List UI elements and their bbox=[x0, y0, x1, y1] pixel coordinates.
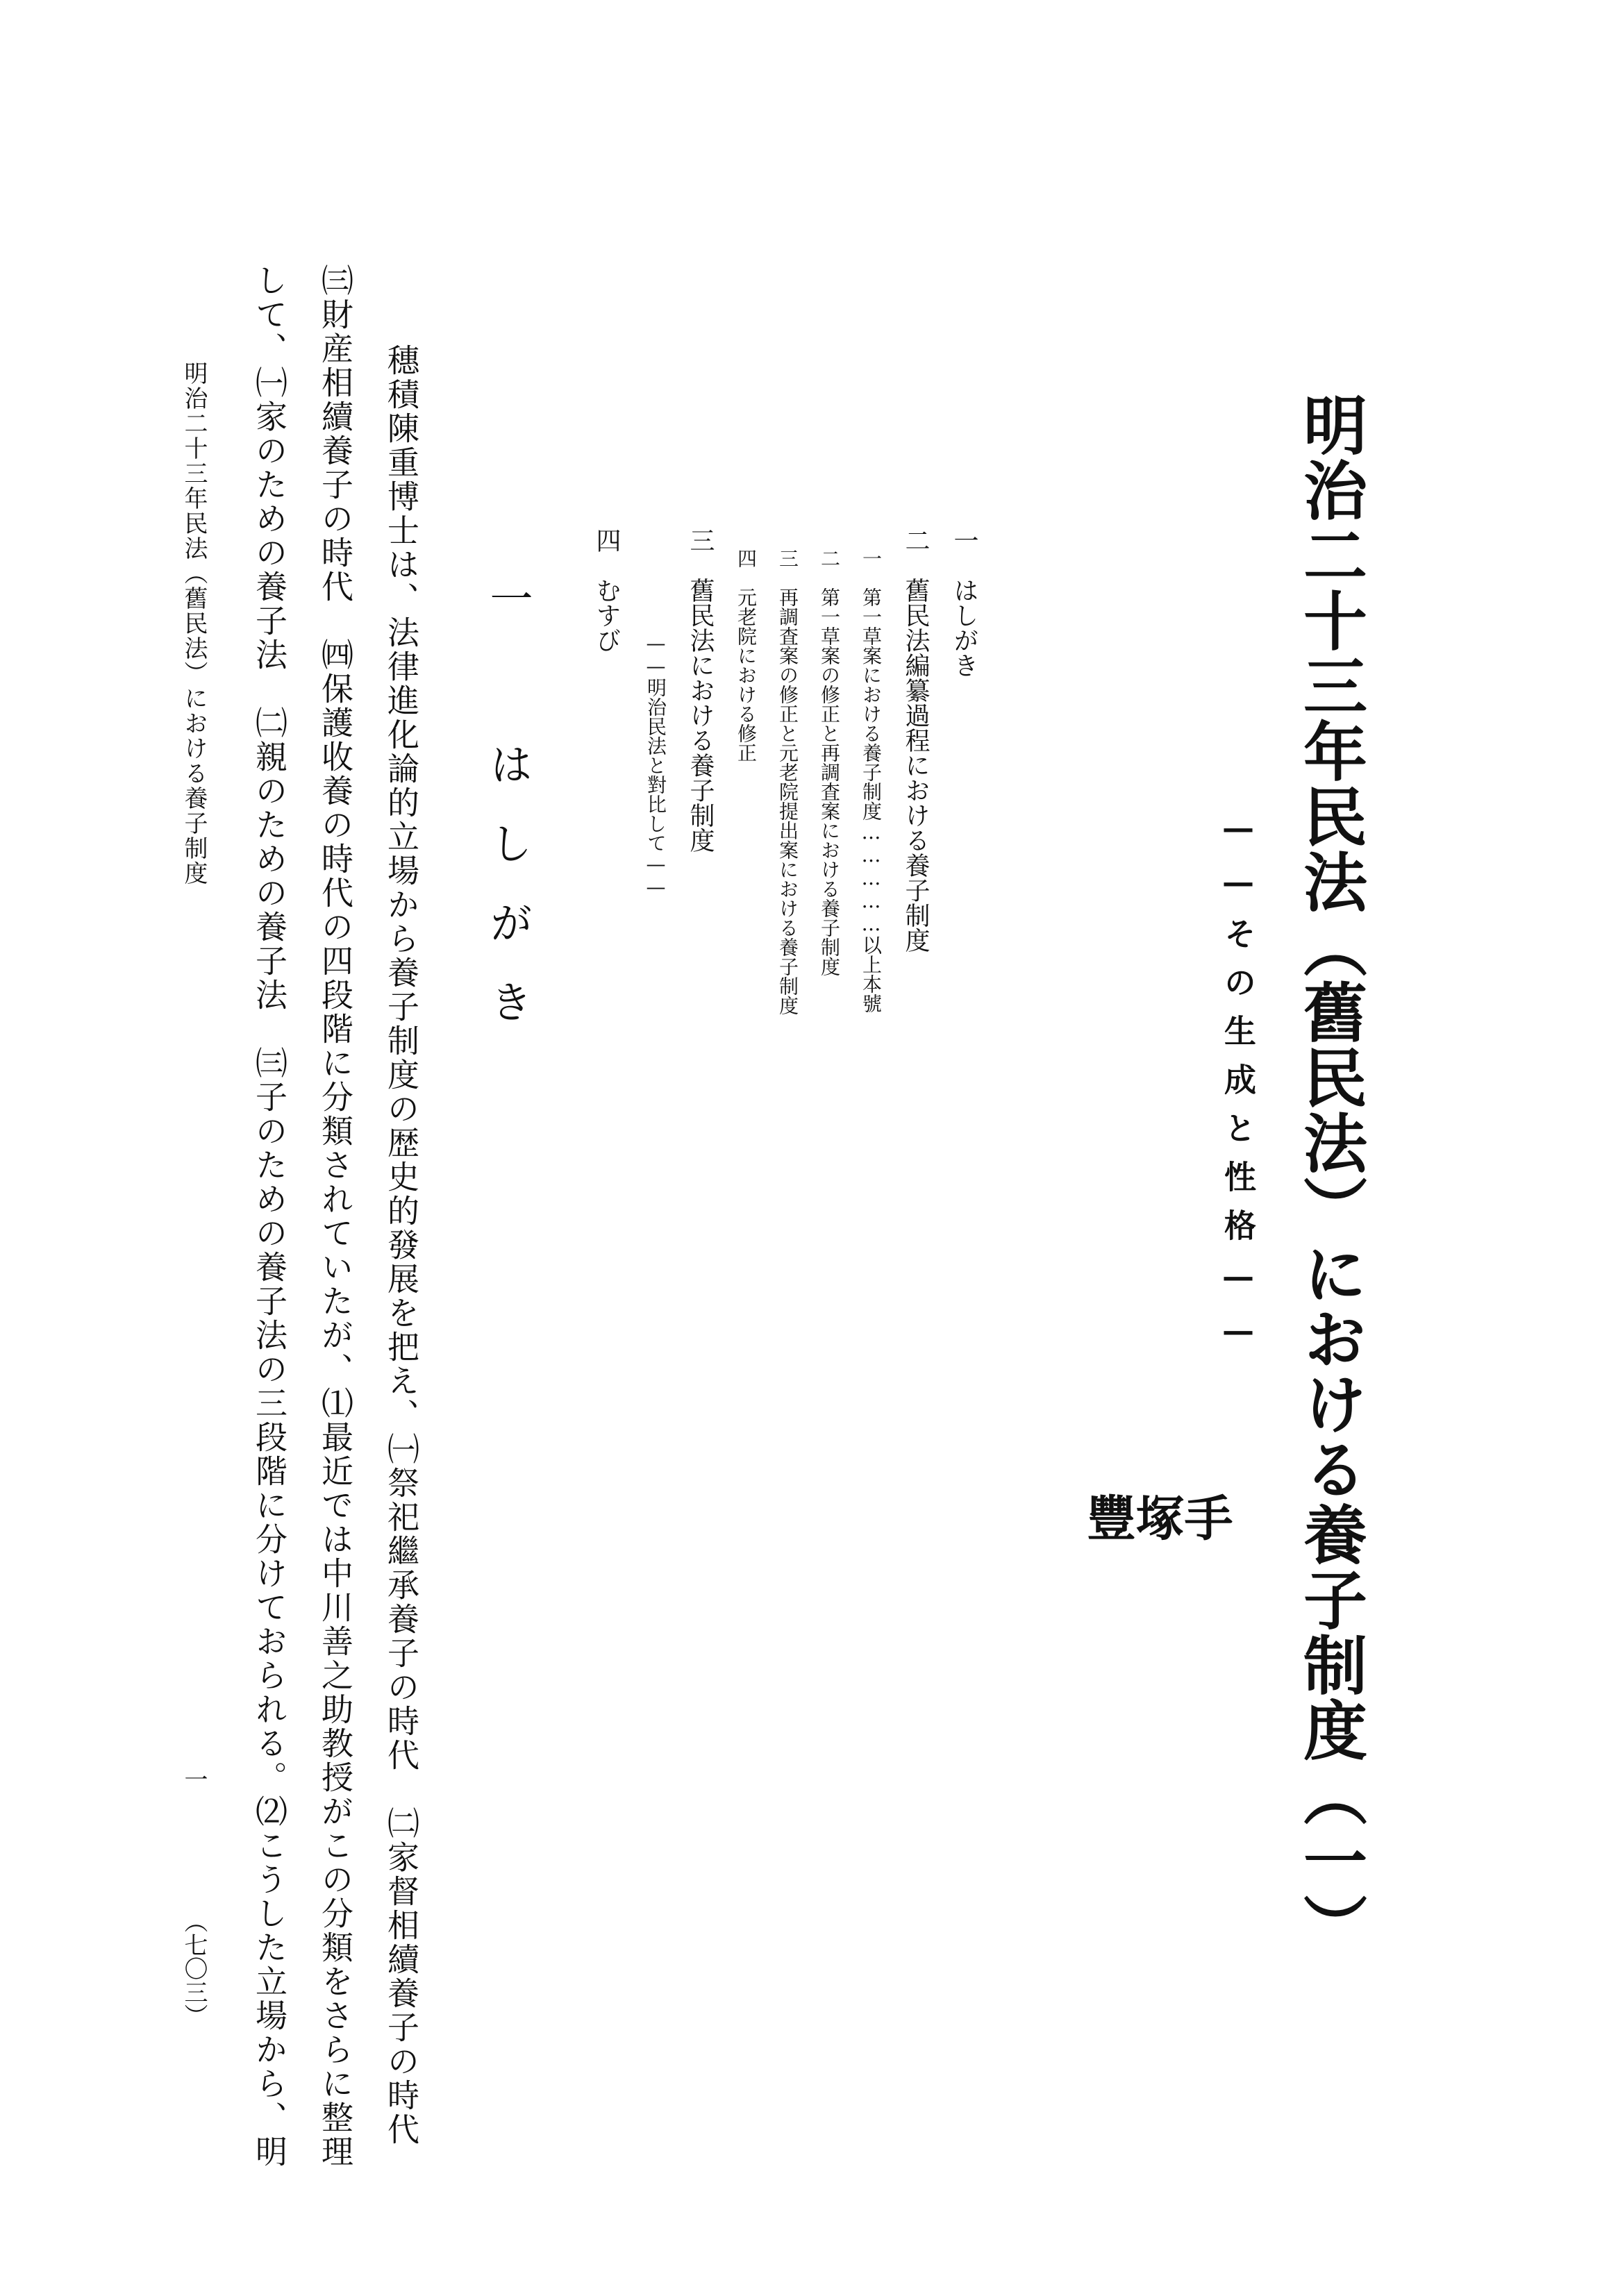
toc-subitem bbox=[861, 548, 881, 1013]
toc-number: 二 bbox=[901, 528, 930, 553]
toc-item bbox=[594, 528, 619, 653]
toc-subitem-number: 一 bbox=[860, 548, 883, 568]
author-char: 豐 bbox=[1079, 1493, 1137, 1541]
toc-item bbox=[903, 528, 928, 953]
toc-item bbox=[686, 528, 715, 853]
toc-subitem-label: 再調査案の修正と元老院提出案における養子制度 bbox=[776, 587, 799, 1015]
toc-subitem bbox=[736, 548, 756, 762]
toc-label: はしがき bbox=[950, 578, 978, 678]
toc-subitem-number: 四 bbox=[735, 548, 758, 568]
toc-item bbox=[951, 528, 976, 678]
page-number: 一 bbox=[180, 1767, 208, 1791]
body-line: ㈢財産相續養子の時代 ㈣保護收養の時代の四段階に分類されていたが、⑴最近では中川善之助教授がこの分類をさらに整理 bbox=[317, 264, 354, 2169]
toc-subitem-label: 元老院における修正 bbox=[735, 587, 758, 762]
author-char: 塚 bbox=[1128, 1493, 1185, 1541]
total-page-number: （七〇三） bbox=[180, 1909, 208, 2027]
toc-note: ——明治民法と對比して—— bbox=[644, 632, 667, 898]
toc-subitem bbox=[778, 548, 797, 1015]
toc-subitem-number: 二 bbox=[818, 548, 841, 568]
toc-subitem-label: 第一草案の修正と再調査案における養子制度 bbox=[818, 587, 841, 976]
toc-subitem-label: 第一草案における養子制度……………以上本號 bbox=[860, 587, 883, 1013]
running-title: 明治二十三年民法（舊民法）における養子制度 bbox=[180, 361, 208, 886]
toc-number: 三 bbox=[686, 528, 715, 553]
toc-label: むすび bbox=[592, 578, 621, 653]
toc-number: 四 bbox=[592, 528, 621, 553]
body-line: 穗積陳重博士は、法律進化論的立場から養子制度の歴史的發展を把え、㈠祭祀繼承養子の時代 ㈡家督相續養子の時代 bbox=[383, 344, 420, 2147]
toc-subitem-number: 三 bbox=[776, 548, 799, 568]
article-subtitle: ——その生成と性格—— bbox=[1219, 809, 1257, 1366]
toc-number: 一 bbox=[950, 528, 978, 553]
author-char: 手 bbox=[1176, 1493, 1234, 1541]
section-heading: 一 はしがき bbox=[483, 576, 533, 1059]
toc-label: 舊民法における養子制度 bbox=[686, 578, 715, 853]
toc-subitem bbox=[819, 548, 839, 976]
toc-label: 舊民法編纂過程における養子制度 bbox=[901, 578, 930, 953]
body-line: して、㈠家のための養子法 ㈡親のための養子法 ㈢子のための養子法の三段階に分けておられる。⑵こうした立場から、明 bbox=[251, 264, 288, 2169]
author-name bbox=[1079, 1493, 1234, 1763]
article-title: 明治二十三年民法（舊民法）における養子制度（一） bbox=[1293, 392, 1368, 1959]
